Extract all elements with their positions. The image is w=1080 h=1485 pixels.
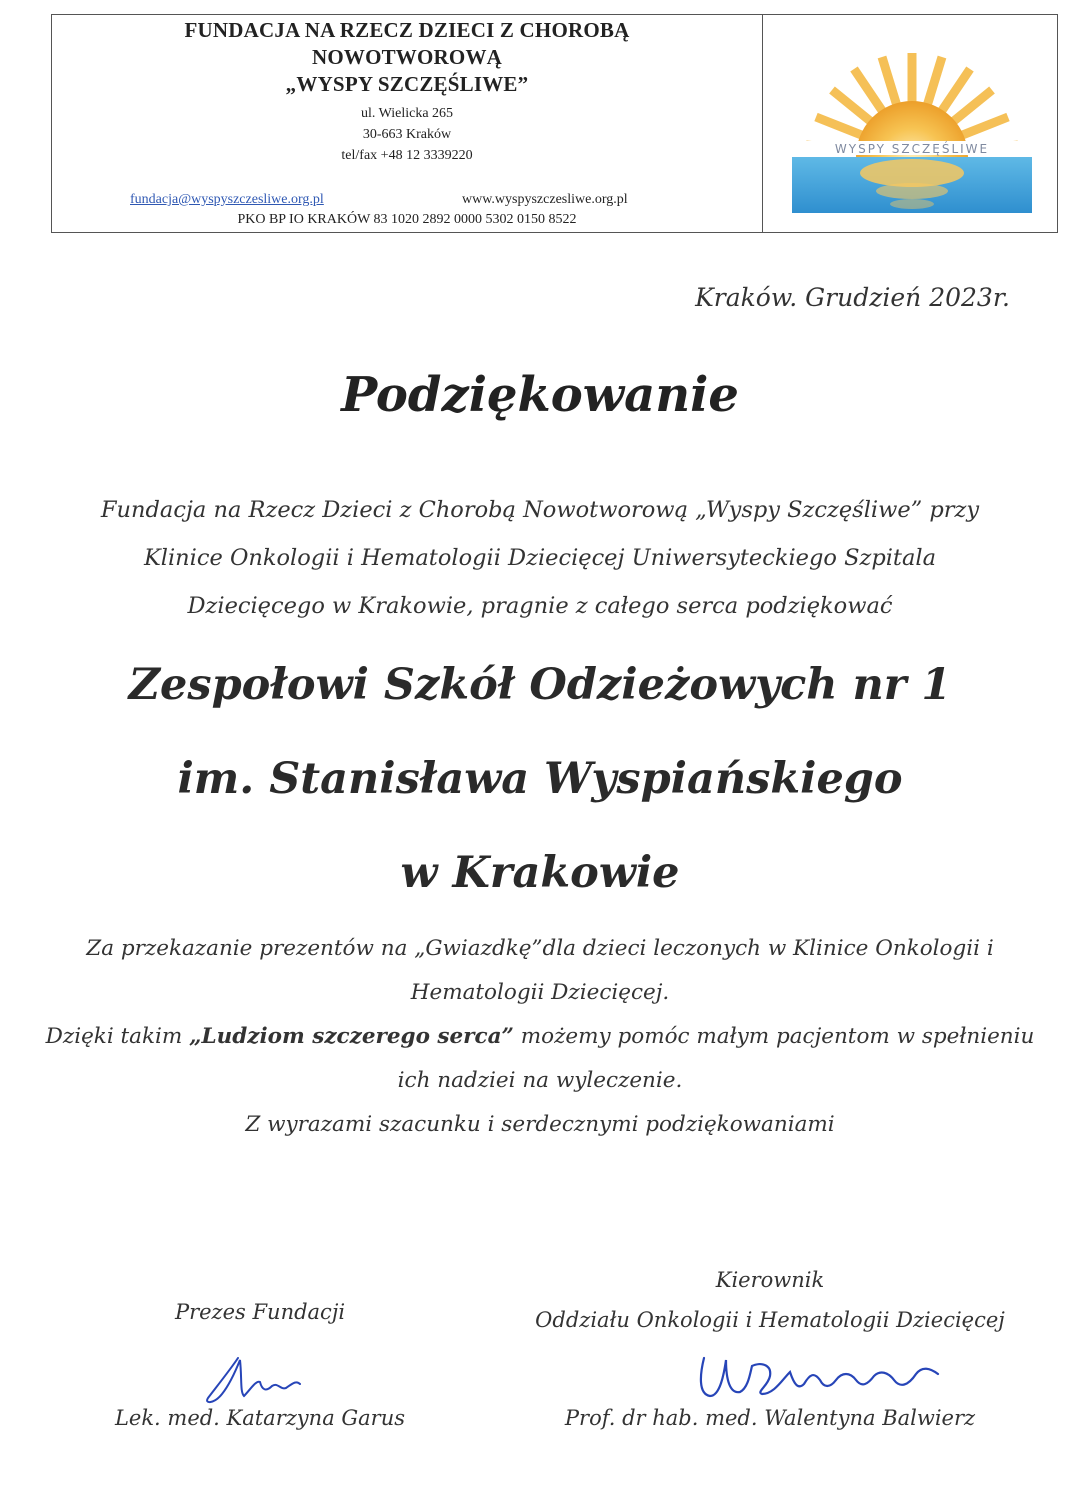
letter-date: Kraków. Grudzień 2023r.: [695, 283, 1010, 312]
body-line: [0, 1015, 1080, 1059]
letter-title: Podziękowanie: [341, 367, 739, 423]
letterhead: [51, 14, 1058, 233]
org-name-line1: FUNDACJA NA RZECZ DZIECI Z CHOROBĄ: [184, 18, 630, 42]
intro-line: Fundacja na Rzecz Dzieci z Chorobą Nowotworową „Wyspy Szczęśliwe” przy: [100, 497, 980, 523]
body-line: ich nadziei na wyleczenie.: [397, 1068, 683, 1093]
org-name-line2: NOWOTWOROWĄ: [311, 45, 503, 69]
president-title: Prezes Fundacji: [174, 1300, 346, 1324]
org-name-line3: „WYSPY SZCZĘŚLIWE”: [285, 72, 529, 96]
recipient-line: im. Stanisława Wyspiańskiego: [177, 754, 903, 804]
role-line: Oddziału Onkologii i Hematologii Dziecięcej: [535, 1308, 1005, 1332]
body-text: możemy pomóc małym pacjentom w spełnieniu: [513, 1024, 1035, 1049]
head-of-department-name: Prof. dr hab. med. Walentyna Balwierz: [564, 1406, 976, 1430]
closing-line: Z wyrazami szacunku i serdecznymi podziękowaniami: [245, 1112, 835, 1137]
recipient-line: Zespołowi Szkół Odzieżowych nr 1: [128, 660, 952, 710]
body-paragraph: [0, 927, 1080, 1147]
recipient-name: [0, 638, 1080, 920]
intro-line: Dziecięcego w Krakowie, pragnie z całego serca podziękować: [187, 593, 893, 619]
street-address: ul. Wielicka 265: [360, 106, 454, 121]
head-of-department-signature: [690, 1344, 950, 1414]
letterhead-text: [52, 15, 763, 232]
bank-account: PKO BP IO KRAKÓW 83 1020 2892 0000 5302 0150 8522: [237, 212, 577, 227]
president-name: Lek. med. Katarzyna Garus: [114, 1406, 406, 1430]
body-line: Za przekazanie prezentów na „Gwiazdkę”dla dzieci leczonych w Klinice Onkologii i: [86, 936, 994, 961]
email-link[interactable]: fundacja@wyspyszczesliwe.org.pl: [130, 192, 324, 207]
foundation-logo: [792, 45, 1032, 217]
city-address: 30-663 Kraków: [362, 127, 452, 142]
website-link[interactable]: www.wyspyszczesliwe.org.pl: [462, 192, 628, 207]
president-signature: [200, 1350, 320, 1410]
role-line: Kierownik: [715, 1268, 825, 1292]
intro-paragraph: [0, 486, 1080, 630]
intro-line: Klinice Onkologii i Hematologii Dziecięcej Uniwersyteckiego Szpitala: [143, 545, 936, 571]
body-text: Dzięki takim: [45, 1024, 190, 1049]
phone-number: tel/fax +48 12 3339220: [341, 148, 473, 163]
body-line: Hematologii Dziecięcej.: [410, 980, 670, 1005]
head-of-department-title: [500, 1260, 1040, 1340]
recipient-line: w Krakowie: [400, 848, 680, 898]
logo-text: WYSPY SZCZĘŚLIWE: [834, 142, 990, 156]
highlight-phrase: „Ludziom szczerego serca”: [189, 1024, 514, 1049]
